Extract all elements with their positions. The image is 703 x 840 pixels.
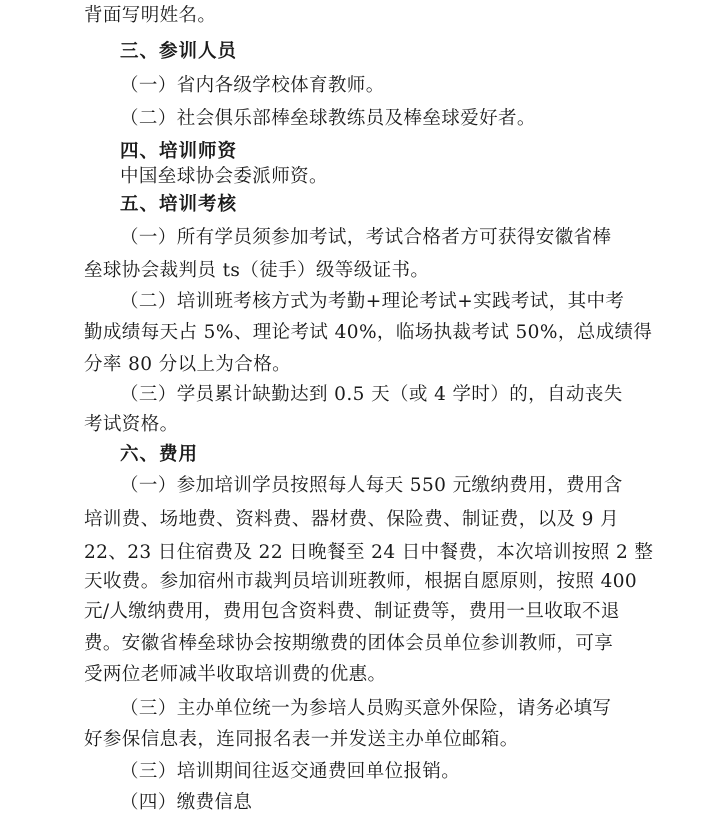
text-line: 分率 80 分以上为合格。 xyxy=(84,354,292,375)
text-line: 背面写明姓名。 xyxy=(84,5,217,26)
text-line: 天收费。参加宿州市裁判员培训班教师，根据自愿原则，按照 400 xyxy=(84,571,638,592)
text-line: 考试资格。 xyxy=(84,414,179,435)
text-line: （三）培训期间往返交通费回单位报销。 xyxy=(120,761,461,782)
text-line: （二）社会俱乐部棒垒球教练员及棒垒球爱好者。 xyxy=(120,108,536,129)
text-line: 费。安徽省棒垒球协会按期缴费的团体会员单位参训教师，可享 xyxy=(84,633,614,654)
text-line: （二）培训班考核方式为考勤+理论考试+实践考试，其中考 xyxy=(120,291,625,312)
text-line: （三）主办单位统一为参培人员购买意外保险，请务必填写 xyxy=(120,698,612,719)
text-line: （一）参加培训学员按照每人每天 550 元缴纳费用，费用含 xyxy=(120,475,623,496)
text-line: 中国垒球协会委派师资。 xyxy=(120,166,328,187)
text-line: 元/人缴纳费用，费用包含资料费、制证费等，费用一旦收取不退 xyxy=(84,601,620,622)
section-heading-fees: 六、费用 xyxy=(120,444,199,465)
text-line: 22、23 日住宿费及 22 日晚餐至 24 日中餐费，本次培训按照 2 整 xyxy=(84,542,654,563)
text-line: （三）学员累计缺勤达到 0.5 天（或 4 学时）的，自动丧失 xyxy=(120,384,623,405)
text-line: 培训费、场地费、资料费、器材费、保险费、制证费，以及 9 月 xyxy=(84,509,620,530)
text-line: （一）省内各级学校体育教师。 xyxy=(120,75,385,96)
text-line: （一）所有学员须参加考试，考试合格者方可获得安徽省棒 xyxy=(120,227,612,248)
text-line: 受两位老师减半收取培训费的优惠。 xyxy=(84,664,387,685)
section-heading-participants: 三、参训人员 xyxy=(120,41,238,62)
section-heading-assessment: 五、培训考核 xyxy=(120,194,238,215)
text-line: 勤成绩每天占 5%、理论考试 40%，临场执裁考试 50%，总成绩得 xyxy=(84,322,653,343)
text-line: （四）缴费信息 xyxy=(120,792,253,813)
section-heading-instructors: 四、培训师资 xyxy=(120,141,238,162)
text-line: 垒球协会裁判员 ts（徒手）级等级证书。 xyxy=(84,260,430,281)
text-line: 好参保信息表，连同报名表一并发送主办单位邮箱。 xyxy=(84,729,519,750)
